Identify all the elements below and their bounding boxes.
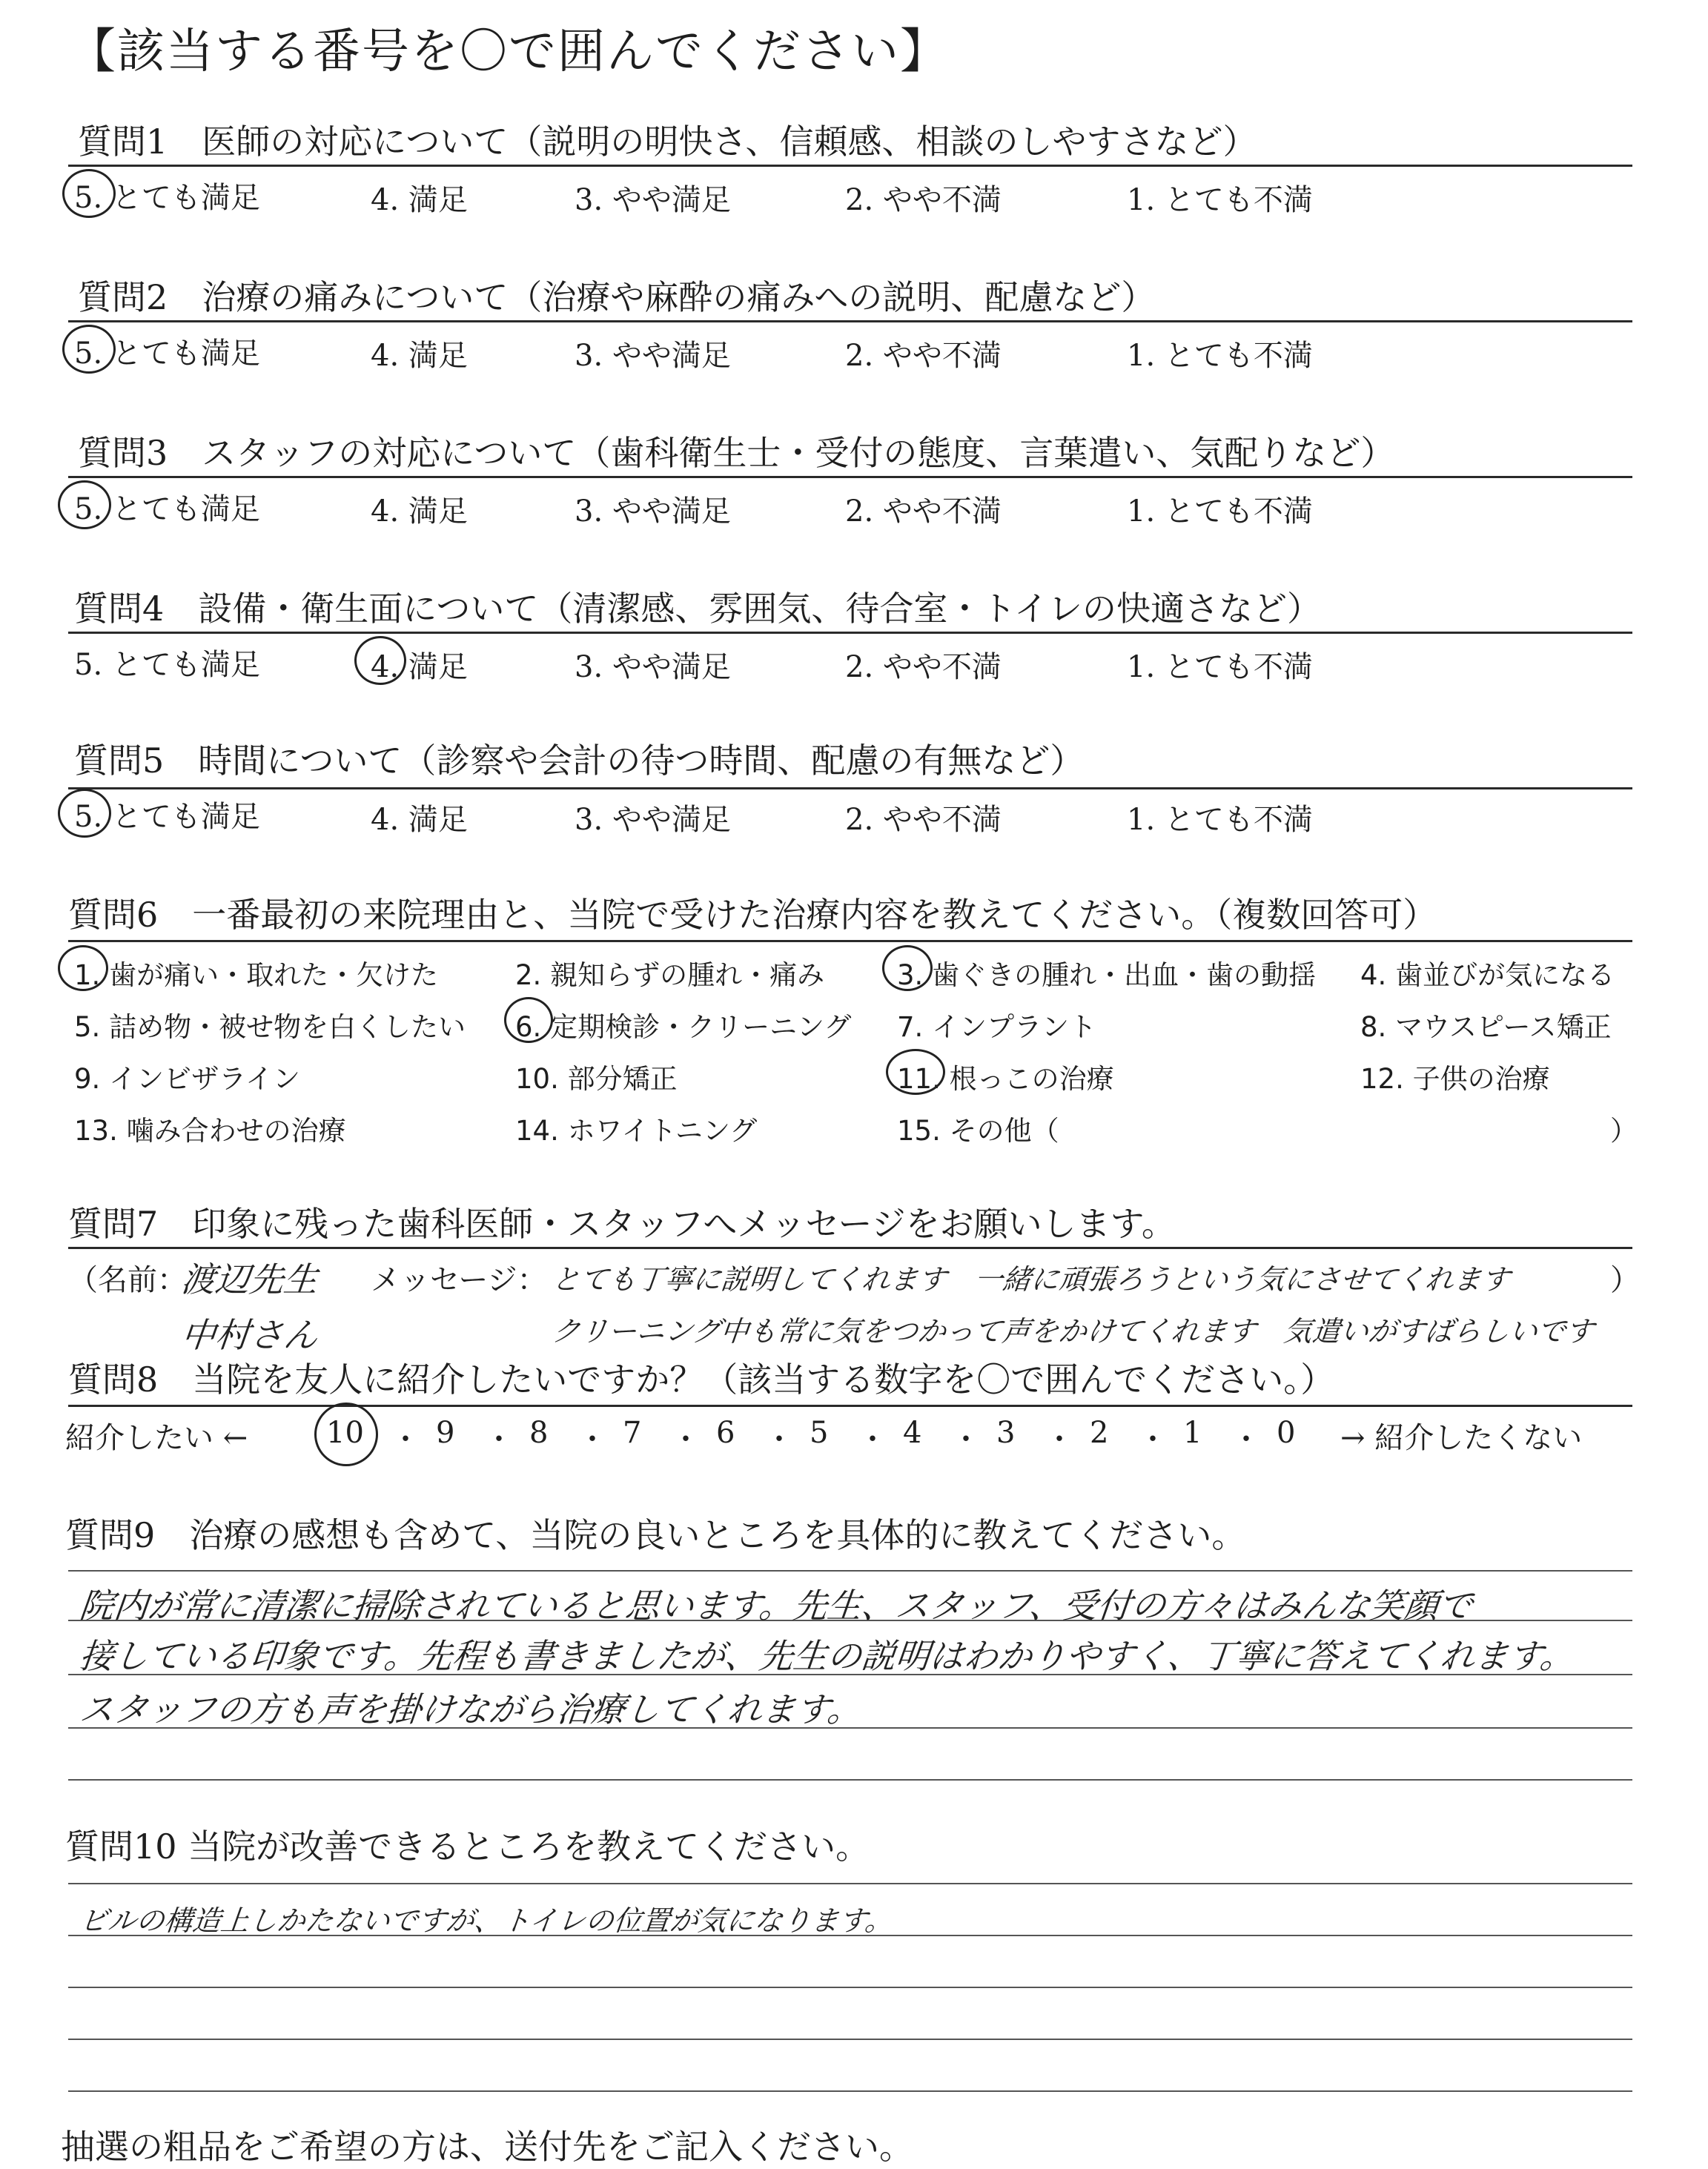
answer-line [68, 1883, 1632, 1884]
option-1[interactable]: 1. とても不満 [1127, 494, 1313, 529]
q6-option-1[interactable]: 1. 歯が痛い・取れた・欠けた [74, 959, 439, 991]
scale-separator: ・ [671, 1423, 701, 1457]
divider [68, 632, 1632, 634]
handwritten-answer-line-2[interactable]: 接している印象です。先程も書きましたが、先生の説明はわかりやすく、丁寧に答えてくれます。 [77, 1636, 1577, 1676]
scale-separator: ・ [577, 1423, 607, 1457]
handwritten-answer-line-1[interactable]: 院内が常に清潔に掃除されていると思います。先生、スタッフ、受付の方々はみんな笑顔で [77, 1586, 1475, 1626]
answer-line [68, 1570, 1632, 1572]
divider [68, 476, 1632, 478]
option-2[interactable]: 2. やや不満 [845, 183, 1002, 217]
option-1[interactable]: 1. とても不満 [1127, 650, 1313, 684]
scale-value-6[interactable]: 6 [716, 1416, 735, 1450]
question-title: 質問9 治療の感想も含めて、当院の良いところを具体的に教えてください。 [65, 1515, 1246, 1555]
scale-value-4[interactable]: 4 [903, 1416, 922, 1450]
scale-separator: ・ [391, 1423, 420, 1457]
answer-line [68, 1987, 1632, 1988]
scale-value-0[interactable]: 0 [1277, 1416, 1296, 1450]
question-title: 質問7 印象に残った歯科医師・スタッフへメッセージをお願いします。 [68, 1204, 1176, 1244]
q6-option-13[interactable]: 13. 噛み合わせの治療 [74, 1115, 346, 1147]
option-4[interactable]: 4. 満足 [371, 803, 468, 837]
question-title: 質問1 医師の対応について（説明の明快さ、信頼感、相談のしやすさなど） [78, 122, 1257, 162]
answer-line [68, 1779, 1632, 1781]
scale-separator: ・ [1231, 1423, 1261, 1457]
question-title: 質問4 設備・衛生面について（清潔感、雰囲気、待合室・トイレの快適さなど） [74, 589, 1322, 629]
scale-value-8[interactable]: 8 [529, 1416, 549, 1450]
divider [68, 320, 1632, 322]
q6-option-10[interactable]: 10. 部分矯正 [515, 1063, 678, 1095]
option-4[interactable]: 4. 満足 [371, 183, 468, 217]
answer-line [68, 2039, 1632, 2040]
option-4[interactable]: 4. 満足 [371, 650, 468, 684]
question-title: 質問3 スタッフの対応について（歯科衛生士・受付の態度、言葉遣い、気配りなど） [78, 433, 1395, 473]
handwritten-message-1[interactable]: とても丁寧に説明してくれます 一緒に頑張ろうという気にさせてくれます [550, 1263, 1512, 1296]
q6-option-5[interactable]: 5. 詰め物・被せ物を白くしたい [74, 1011, 466, 1043]
q6-option-15[interactable]: 15. その他（ [897, 1115, 1059, 1147]
option-2[interactable]: 2. やや不満 [845, 650, 1002, 684]
scale-right-label: → 紹介したくない [1340, 1421, 1583, 1455]
option-1[interactable]: 1. とても不満 [1127, 803, 1313, 837]
scale-separator: ・ [484, 1423, 514, 1457]
q6-option-2[interactable]: 2. 親知らずの腫れ・痛み [515, 959, 825, 991]
selection-circle [314, 1403, 378, 1466]
scale-separator: ・ [858, 1423, 887, 1457]
q6-option-14[interactable]: 14. ホワイトニング [515, 1115, 758, 1147]
option-5[interactable]: 5. とても満足 [74, 181, 260, 215]
option-3[interactable]: 3. やや満足 [575, 183, 731, 217]
selection-circle [882, 945, 933, 991]
question-title: 質問6 一番最初の来院理由と、当院で受けた治療内容を教えてください。（複数回答可） [68, 895, 1437, 935]
scale-separator: ・ [1138, 1423, 1168, 1457]
question-title: 質問2 治療の痛みについて（治療や麻酔の痛みへの説明、配慮など） [78, 277, 1156, 317]
scale-value-5[interactable]: 5 [810, 1416, 829, 1450]
option-4[interactable]: 4. 満足 [371, 339, 468, 373]
scale-value-3[interactable]: 3 [996, 1416, 1016, 1450]
question-title: 質問8 当院を友人に紹介したいですか？（該当する数字を〇で囲んでください。） [68, 1360, 1335, 1400]
option-5[interactable]: 5. とても満足 [74, 648, 260, 682]
q6-option-4[interactable]: 4. 歯並びが気になる [1360, 959, 1615, 991]
divider [68, 787, 1632, 789]
message-label: メッセージ： [371, 1263, 547, 1297]
option-5[interactable]: 5. とても満足 [74, 337, 260, 371]
scale-value-7[interactable]: 7 [623, 1416, 642, 1450]
divider [68, 1247, 1632, 1249]
question-title: 質問5 時間について（診察や会計の待つ時間、配慮の有無など） [74, 741, 1085, 781]
name-label: （名前： [68, 1263, 187, 1297]
option-2[interactable]: 2. やや不満 [845, 494, 1002, 529]
selection-circle [62, 169, 116, 218]
q6-other-close: ） [1610, 1115, 1638, 1147]
q6-option-12[interactable]: 12. 子供の治療 [1360, 1063, 1550, 1095]
scale-separator: ・ [1045, 1423, 1074, 1457]
selection-circle [58, 789, 111, 838]
selection-circle [58, 480, 111, 529]
answer-line [68, 2090, 1632, 2092]
handwritten-answer-line-1[interactable]: ビルの構造上しかたないですが、トイレの位置が気になります。 [78, 1904, 896, 1937]
q6-option-8[interactable]: 8. マウスピース矯正 [1360, 1011, 1612, 1043]
form-header: 【該当する番号を〇で囲んでください】 [68, 24, 949, 79]
selection-circle [504, 997, 553, 1043]
divider [68, 165, 1632, 167]
divider [68, 1405, 1632, 1407]
option-3[interactable]: 3. やや満足 [575, 650, 731, 684]
option-2[interactable]: 2. やや不満 [845, 339, 1002, 373]
selection-circle [62, 325, 116, 374]
question-title: 質問10 当院が改善できるところを教えてください。 [65, 1827, 870, 1867]
scale-value-1[interactable]: 1 [1183, 1416, 1202, 1450]
handwritten-name-1[interactable]: 渡辺先生 [179, 1259, 320, 1299]
scale-separator: ・ [764, 1423, 794, 1457]
option-1[interactable]: 1. とても不満 [1127, 183, 1313, 217]
handwritten-name-2[interactable]: 中村さん [179, 1315, 320, 1355]
selection-circle [354, 636, 406, 685]
q6-option-9[interactable]: 9. インビザライン [74, 1063, 300, 1095]
option-3[interactable]: 3. やや満足 [575, 494, 731, 529]
selection-circle [886, 1049, 945, 1095]
handwritten-message-2[interactable]: クリーニング中も常に気をつかって声をかけてくれます 気遣いがすばらしいです [550, 1315, 1596, 1348]
q6-option-3[interactable]: 3. 歯ぐきの腫れ・出血・歯の動揺 [897, 959, 1317, 991]
option-4[interactable]: 4. 満足 [371, 494, 468, 529]
scale-value-2[interactable]: 2 [1090, 1416, 1109, 1450]
option-3[interactable]: 3. やや満足 [575, 803, 731, 837]
option-5[interactable]: 5. とても満足 [74, 492, 260, 526]
scale-value-10[interactable]: 10 [326, 1416, 364, 1450]
handwritten-answer-line-3[interactable]: スタッフの方も声を掛けながら治療してくれます。 [77, 1689, 864, 1729]
option-3[interactable]: 3. やや満足 [575, 339, 731, 373]
option-1[interactable]: 1. とても不満 [1127, 339, 1313, 373]
scale-left-label: 紹介したい ← [65, 1421, 248, 1455]
footer-note: 抽選の粗品をご希望の方は、送付先をご記入ください。 [61, 2127, 913, 2167]
scale-separator: ・ [951, 1423, 981, 1457]
close-paren: ） [1610, 1263, 1640, 1297]
option-5[interactable]: 5. とても満足 [74, 800, 260, 834]
selection-circle [58, 945, 108, 991]
q6-option-6[interactable]: 6. 定期検診・クリーニング [515, 1011, 852, 1043]
q6-option-11[interactable]: 11. 根っこの治療 [897, 1063, 1114, 1095]
option-2[interactable]: 2. やや不満 [845, 803, 1002, 837]
divider [68, 940, 1632, 942]
q6-option-7[interactable]: 7. インプラント [897, 1011, 1097, 1043]
scale-value-9[interactable]: 9 [436, 1416, 455, 1450]
